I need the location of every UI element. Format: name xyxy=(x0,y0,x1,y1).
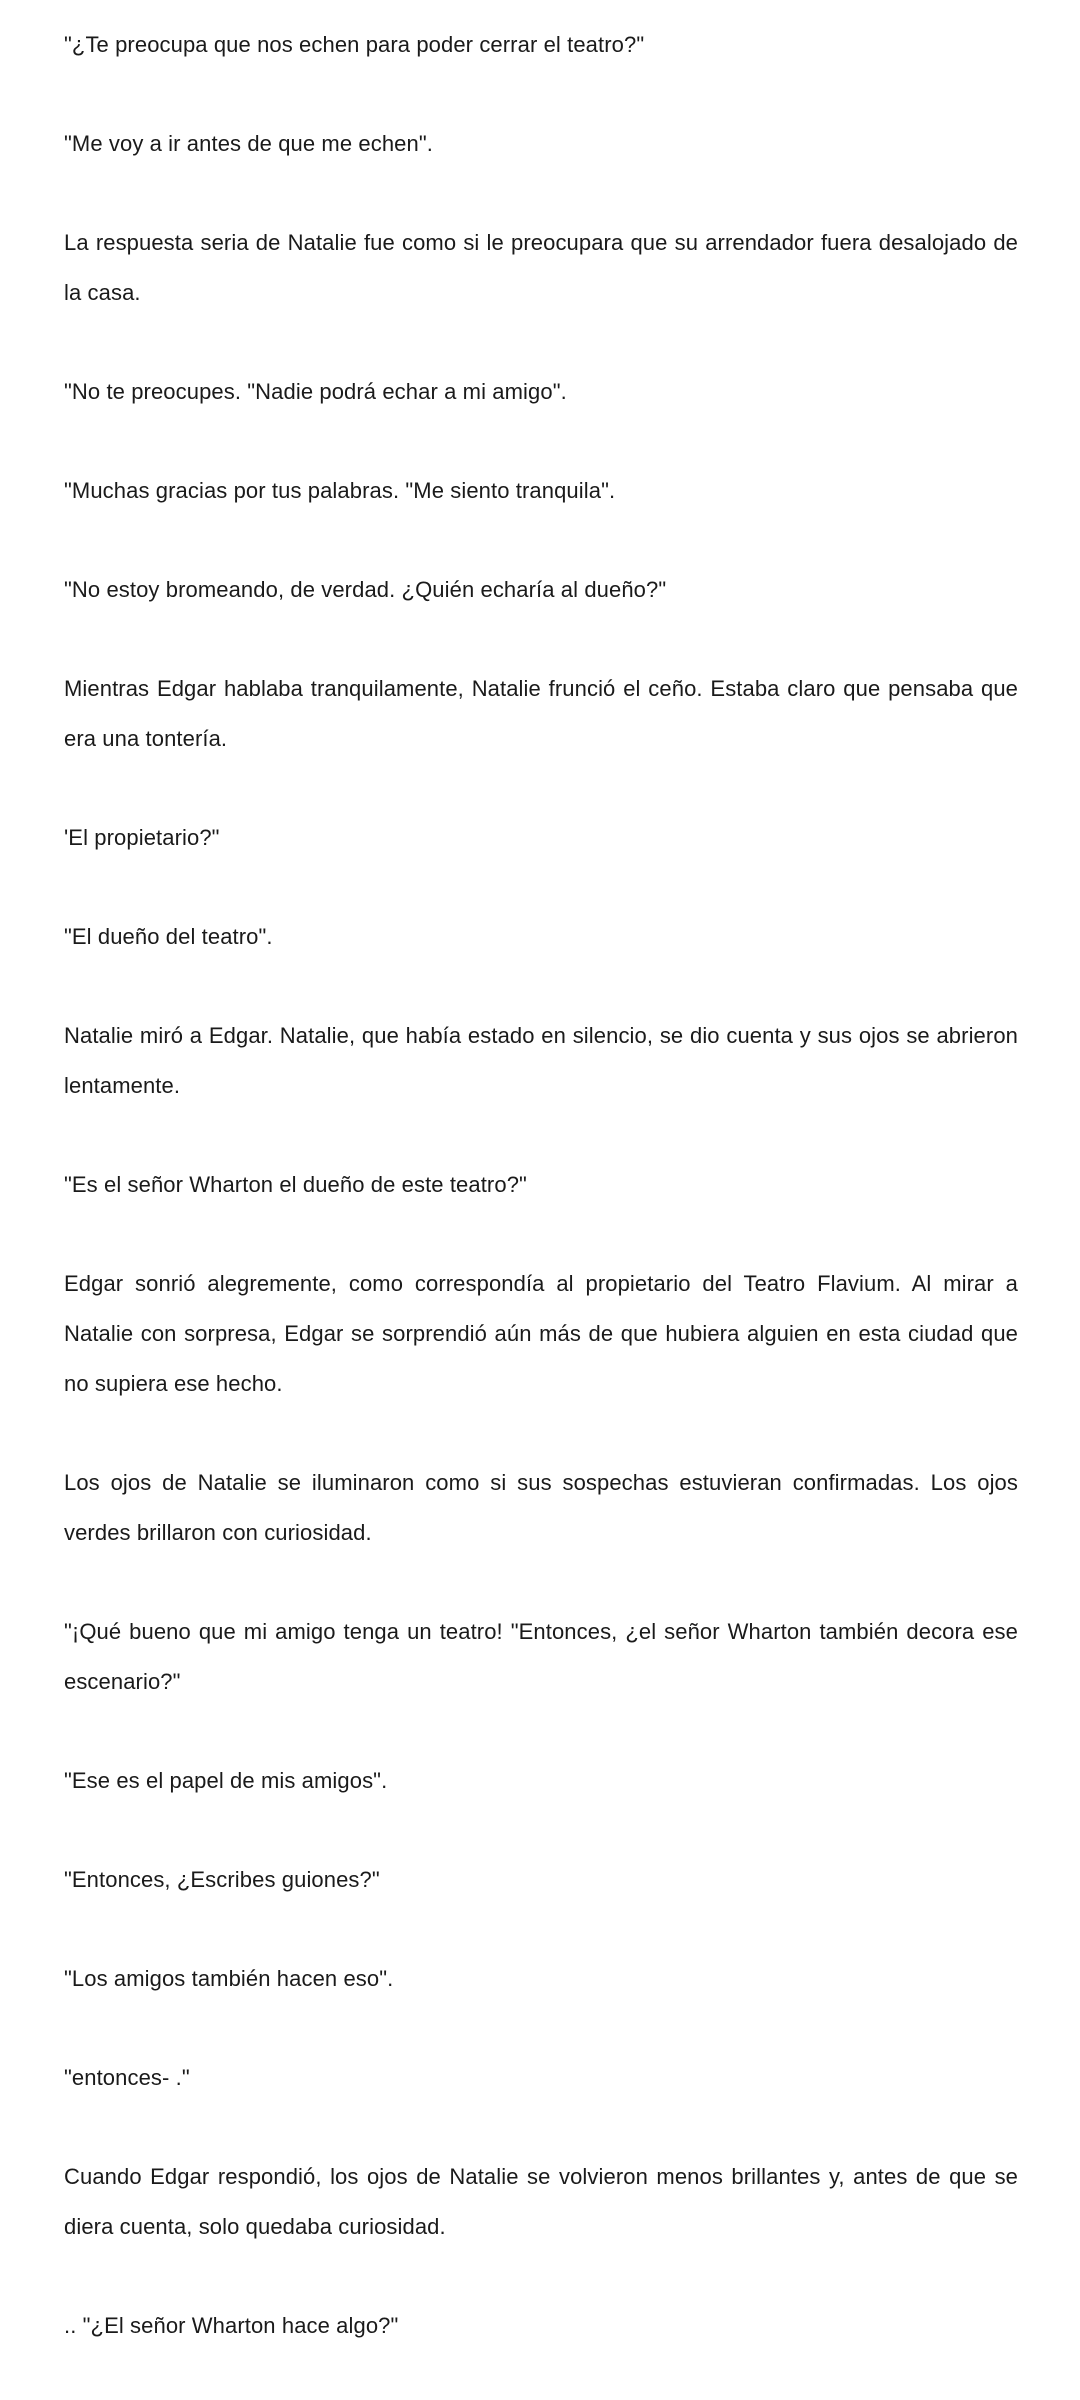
reader-content xyxy=(64,0,1018,2400)
paragraph: Mientras Edgar hablaba tranquilamente, Natalie frunció el ceño. Estaba claro que pensaba que era una tontería. xyxy=(64,676,1018,751)
paragraph: "No te preocupes. "Nadie podrá echar a mi amigo". xyxy=(64,379,567,404)
paragraph: "Muchas gracias por tus palabras. "Me siento tranquila". xyxy=(64,478,616,503)
paragraph: La respuesta seria de Natalie fue como si le preocupara que su arrendador fuera desalojado de la casa. xyxy=(64,230,1018,305)
paragraph: .. "¿El señor Wharton hace algo?" xyxy=(64,2313,399,2338)
paragraph: "El dueño del teatro". xyxy=(64,924,273,949)
paragraph: "Los amigos también hacen eso". xyxy=(64,1966,394,1991)
paragraph: "No estoy bromeando, de verdad. ¿Quién echaría al dueño?" xyxy=(64,577,667,602)
paragraph: "Es el señor Wharton el dueño de este teatro?" xyxy=(64,1172,527,1197)
paragraph: 'El propietario?" xyxy=(64,825,220,850)
paragraph: Natalie miró a Edgar. Natalie, que había estado en silencio, se dio cuenta y sus ojos se abrieron lentamente. xyxy=(64,1023,1018,1098)
paragraph: "entonces- ." xyxy=(64,2065,190,2090)
paragraph: "¡Qué bueno que mi amigo tenga un teatro! "Entonces, ¿el señor Wharton también decora ese escenario?" xyxy=(64,1619,1018,1694)
paragraph: Edgar sonrió alegremente, como correspondía al propietario del Teatro Flavium. Al mirar a Natalie con sorpresa, Edgar se sorprendió aún más de que hubiera alguien en esta ciudad que no supiera ese hecho. xyxy=(64,1271,1018,1396)
paragraph: "Me voy a ir antes de que me echen". xyxy=(64,131,433,156)
paragraph: "Ese es el papel de mis amigos". xyxy=(64,1768,388,1793)
paragraph: "Entonces, ¿Escribes guiones?" xyxy=(64,1867,380,1892)
paragraph: Los ojos de Natalie se iluminaron como si sus sospechas estuvieran confirmadas. Los ojos verdes brillaron con curiosidad. xyxy=(64,1470,1018,1545)
paragraph: Cuando Edgar respondió, los ojos de Natalie se volvieron menos brillantes y, antes de que se diera cuenta, solo quedaba curiosidad. xyxy=(64,2164,1018,2239)
paragraph: "¿Te preocupa que nos echen para poder cerrar el teatro?" xyxy=(64,32,645,57)
